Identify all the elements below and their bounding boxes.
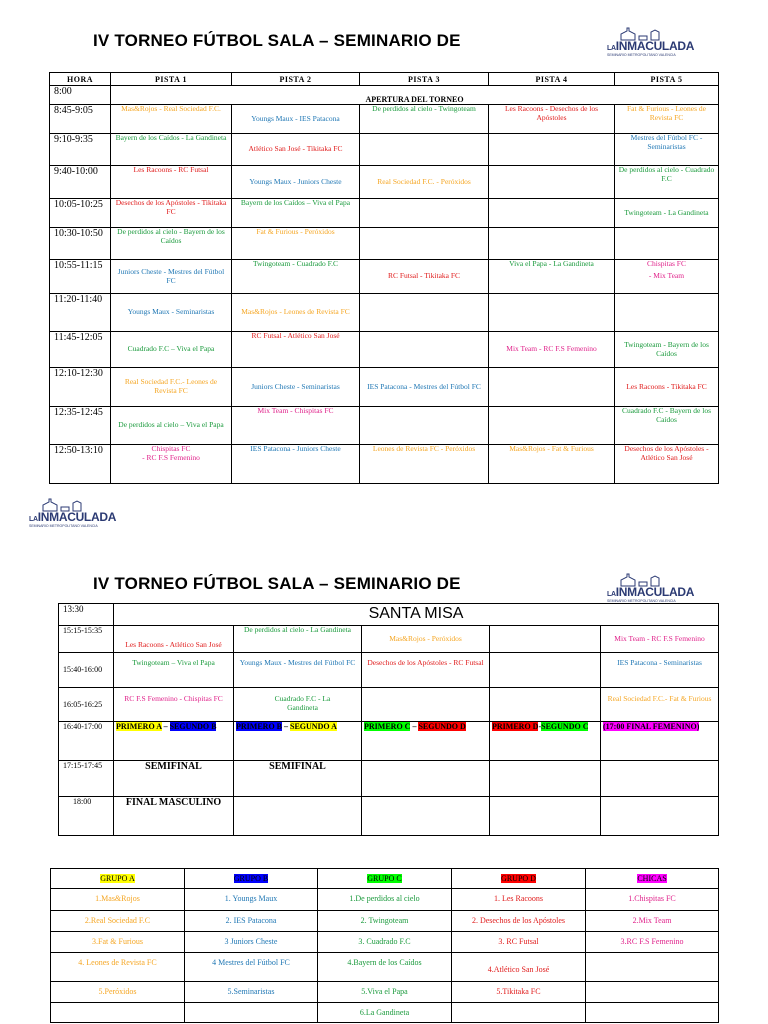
match-cell: Real Sociedad F.C.- Fat & Furious bbox=[601, 688, 719, 722]
time-cell: 10:30-10:50 bbox=[50, 228, 111, 260]
group-b-header: GRUPO B bbox=[185, 869, 318, 889]
time-cell: 9:40-10:00 bbox=[50, 166, 111, 199]
table-row bbox=[50, 332, 719, 368]
match-cell: Mas&Rojos - Peróxidos bbox=[362, 626, 490, 653]
group-team: 2. IES Patacona bbox=[185, 911, 318, 932]
match-cell: RC Futsal - Atlético San José bbox=[232, 332, 360, 368]
match-cell: Leones de Revista FC - Peróxidos bbox=[360, 445, 489, 484]
group-highlight: SEGUNDO B bbox=[169, 722, 217, 731]
match-cell: Bayern de los Caídos – Viva el Papa bbox=[232, 199, 360, 228]
group-team bbox=[586, 1003, 719, 1023]
morning-title: IV TORNEO FÚTBOL SALA – SEMINARIO DE bbox=[93, 31, 461, 50]
match-cell bbox=[111, 445, 232, 484]
groups-row bbox=[51, 889, 719, 911]
groups-row bbox=[51, 982, 719, 1003]
match-cell bbox=[362, 688, 490, 722]
table-row bbox=[50, 294, 719, 332]
table-row bbox=[59, 722, 719, 761]
match-cell: Twingoteam - Cuadrado F.C bbox=[232, 260, 360, 294]
match-cell: Juniors Cheste - Seminaristas bbox=[232, 368, 360, 407]
match-cell: De perdidos al cielo - Bayern de los Caídos bbox=[111, 228, 232, 260]
group-team: 1. Youngs Maux bbox=[185, 889, 318, 911]
table-row bbox=[50, 260, 719, 294]
header-pista-3: PISTA 3 bbox=[360, 73, 489, 86]
match-cell: Fat & Furious - Leones de Revista FC bbox=[615, 105, 719, 134]
group-c-header: GRUPO C bbox=[318, 869, 452, 889]
header-pista-5: PISTA 5 bbox=[615, 73, 719, 86]
time-cell: 11:20-11:40 bbox=[50, 294, 111, 332]
match-cell bbox=[362, 761, 490, 797]
table-row bbox=[50, 228, 719, 260]
header-hora: HORA bbox=[50, 73, 111, 86]
match-cell: Fat & Furious - Peróxidos bbox=[232, 228, 360, 260]
table-row bbox=[59, 761, 719, 797]
match-cell: PRIMERO B – SEGUNDO A bbox=[234, 722, 362, 761]
match-cell: Real Sociedad F.C. - Peróxidos bbox=[360, 166, 489, 199]
match-cell bbox=[489, 368, 615, 407]
match-cell: Atlético San José - Tikitaka FC bbox=[232, 134, 360, 166]
match-cell bbox=[490, 653, 601, 688]
match-cell bbox=[489, 199, 615, 228]
opening-time: 8:00 bbox=[50, 86, 111, 105]
group-team bbox=[185, 1003, 318, 1023]
match-cell: Youngs Maux - Juniors Cheste bbox=[232, 166, 360, 199]
match-cell bbox=[489, 228, 615, 260]
match-cell: Youngs Maux - IES Patacona bbox=[232, 105, 360, 134]
group-highlight: PRIMERO D bbox=[492, 722, 539, 731]
group-team: 1.Mas&Rojos bbox=[51, 889, 185, 911]
match-cell bbox=[360, 294, 489, 332]
table-row bbox=[50, 407, 719, 445]
group-team bbox=[586, 982, 719, 1003]
match-cell: Les Racoons - Atlético San José bbox=[114, 626, 234, 653]
table-row bbox=[59, 797, 719, 836]
group-team bbox=[452, 1003, 586, 1023]
logo-text: LAINMACULADA bbox=[607, 585, 695, 599]
match-cell: Mas&Rojos - Real Sociedad F.C. bbox=[111, 105, 232, 134]
logo bbox=[607, 26, 695, 58]
logo-subtitle: SEMINARIO METROPOLITANO VALENCIA bbox=[607, 53, 676, 57]
match-cell bbox=[601, 761, 719, 797]
match-line: Chispitas FC bbox=[647, 259, 686, 268]
group-team: 3.Fat & Furious bbox=[51, 932, 185, 953]
header-pista-2: PISTA 2 bbox=[232, 73, 360, 86]
group-team: 1. Les Racoons bbox=[452, 889, 586, 911]
match-cell: Twingoteam - La Gandineta bbox=[615, 199, 719, 228]
groups-header-row bbox=[51, 869, 719, 889]
match-line: - RC F.S Femenino bbox=[142, 452, 200, 462]
time-cell: 15:15-15:35 bbox=[59, 626, 114, 653]
afternoon-title: IV TORNEO FÚTBOL SALA – SEMINARIO DE bbox=[93, 574, 461, 593]
group-team bbox=[51, 1003, 185, 1023]
table-row bbox=[59, 653, 719, 688]
match-cell: Mix Team - RC F.S Femenino bbox=[601, 626, 719, 653]
chicas-header: CHICAS bbox=[586, 869, 719, 889]
group-a-header: GRUPO A bbox=[51, 869, 185, 889]
match-cell bbox=[360, 407, 489, 445]
match-line: Chispitas FC bbox=[151, 444, 191, 453]
groups-row bbox=[51, 1003, 719, 1023]
match-cell: Real Sociedad F.C.- Leones de Revista FC bbox=[111, 368, 232, 407]
time-cell: 16:05-16:25 bbox=[59, 688, 114, 722]
group-team: 3.RC F.S Femenino bbox=[586, 932, 719, 953]
time-cell: 10:05-10:25 bbox=[50, 199, 111, 228]
match-cell: Cuadrado F.C - La Gandineta bbox=[234, 688, 362, 722]
match-cell: De perdidos al cielo – Viva el Papa bbox=[111, 407, 232, 445]
group-highlight: SEGUNDO C bbox=[541, 722, 589, 731]
match-cell: IES Patacona - Juniors Cheste bbox=[232, 445, 360, 484]
match-cell bbox=[615, 294, 719, 332]
match-cell bbox=[489, 134, 615, 166]
table-row bbox=[50, 134, 719, 166]
time-cell: 17:15-17:45 bbox=[59, 761, 114, 797]
match-cell: Mix Team - RC F.S Femenino bbox=[489, 332, 615, 368]
group-team: 1.Chispitas FC bbox=[586, 889, 719, 911]
time-cell: 16:40-17:00 bbox=[59, 722, 114, 761]
table-row bbox=[50, 105, 719, 134]
match-cell: Les Racoons - RC Futsal bbox=[111, 166, 232, 199]
match-cell bbox=[489, 407, 615, 445]
match-cell: Desechos de los Apóstoles - Tikitaka FC bbox=[111, 199, 232, 228]
match-cell: Desechos de los Apóstoles - RC Futsal bbox=[362, 653, 490, 688]
match-cell: Bayern de los Caídos - La Gandineta bbox=[111, 134, 232, 166]
header-pista-4: PISTA 4 bbox=[489, 73, 615, 86]
match-cell: Mas&Rojos - Leones de Revista FC bbox=[232, 294, 360, 332]
match-cell: Youngs Maux - Seminaristas bbox=[111, 294, 232, 332]
match-cell bbox=[360, 134, 489, 166]
group-highlight: PRIMERO B bbox=[236, 722, 282, 731]
match-cell: Twingoteam – Viva el Papa bbox=[114, 653, 234, 688]
match-cell bbox=[490, 626, 601, 653]
match-line: - Mix Team bbox=[648, 270, 685, 280]
match-cell bbox=[490, 688, 601, 722]
groups-row bbox=[51, 932, 719, 953]
match-cell bbox=[489, 166, 615, 199]
match-cell bbox=[601, 797, 719, 836]
group-team: 4.Bayern de los Caídos bbox=[318, 953, 452, 982]
time-cell: 18:00 bbox=[59, 797, 114, 836]
match-cell: Cuadrado F.C - Bayern de los Caídos bbox=[615, 407, 719, 445]
group-highlight: PRIMERO C bbox=[364, 722, 411, 731]
match-cell bbox=[234, 797, 362, 836]
time-cell: 10:55-11:15 bbox=[50, 260, 111, 294]
afternoon-schedule-table bbox=[58, 603, 719, 836]
match-cell bbox=[615, 228, 719, 260]
match-cell: PRIMERO C – SEGUNDO D bbox=[362, 722, 490, 761]
time-cell: 9:10-9:35 bbox=[50, 134, 111, 166]
match-cell: Les Racoons - Desechos de los Apóstoles bbox=[489, 105, 615, 134]
logo bbox=[607, 572, 695, 604]
group-team: 5.Seminaristas bbox=[185, 982, 318, 1003]
group-highlight: SEGUNDO A bbox=[290, 722, 337, 731]
match-cell bbox=[362, 797, 490, 836]
mass-label: SANTA MISA bbox=[114, 604, 719, 626]
match-cell bbox=[490, 761, 601, 797]
table-row bbox=[50, 166, 719, 199]
logo-text: LAINMACULADA bbox=[607, 39, 695, 53]
groups-row bbox=[51, 911, 719, 932]
match-cell: De perdidos al cielo - La Gandineta bbox=[234, 626, 362, 653]
match-cell: SEMIFINAL bbox=[114, 761, 234, 797]
group-team: 3 Juniors Cheste bbox=[185, 932, 318, 953]
match-cell: De perdidos al cielo - Cuadrado F.C bbox=[615, 166, 719, 199]
group-team: 5.Tikitaka FC bbox=[452, 982, 586, 1003]
match-cell bbox=[601, 722, 719, 761]
mass-row bbox=[59, 604, 719, 626]
group-team: 3. Cuadrado F.C bbox=[318, 932, 452, 953]
time-cell: 12:50-13:10 bbox=[50, 445, 111, 484]
group-team bbox=[586, 953, 719, 982]
group-team: 5.Peróxidos bbox=[51, 982, 185, 1003]
match-cell bbox=[360, 199, 489, 228]
time-cell: 12:10-12:30 bbox=[50, 368, 111, 407]
group-team: 2.Mix Team bbox=[586, 911, 719, 932]
group-team: 2. Twingoteam bbox=[318, 911, 452, 932]
logo-text: LAINMACULADA bbox=[29, 510, 117, 524]
time-cell: 8:45-9:05 bbox=[50, 105, 111, 134]
groups-table bbox=[50, 868, 719, 1023]
header-row bbox=[50, 73, 719, 86]
match-cell bbox=[360, 228, 489, 260]
match-cell: Mestres del Fútbol FC - Seminaristas bbox=[615, 134, 719, 166]
group-team: 2.Real Sociedad F.C bbox=[51, 911, 185, 932]
time-cell: 12:35-12:45 bbox=[50, 407, 111, 445]
group-d-header: GRUPO D bbox=[452, 869, 586, 889]
match-cell: SEMIFINAL bbox=[234, 761, 362, 797]
match-cell: Viva el Papa - La Gandineta bbox=[489, 260, 615, 294]
match-cell: FINAL MASCULINO bbox=[114, 797, 234, 836]
group-team: 5.Viva el Papa bbox=[318, 982, 452, 1003]
groups-row bbox=[51, 953, 719, 982]
match-cell bbox=[360, 332, 489, 368]
group-team: 4. Leones de Revista FC bbox=[51, 953, 185, 982]
match-cell: Desechos de los Apóstoles - Atlético San José bbox=[615, 445, 719, 484]
match-cell: RC Futsal - Tikitaka FC bbox=[360, 260, 489, 294]
group-highlight: SEGUNDO D bbox=[418, 722, 466, 731]
logo bbox=[29, 497, 117, 529]
match-cell: PRIMERO D-SEGUNDO C bbox=[490, 722, 601, 761]
group-team: 1.De perdidos al cielo bbox=[318, 889, 452, 911]
header-pista-1: PISTA 1 bbox=[111, 73, 232, 86]
match-cell: PRIMERO A – SEGUNDO B bbox=[114, 722, 234, 761]
group-highlight: PRIMERO A bbox=[116, 722, 162, 731]
match-cell: IES Patacona - Seminaristas bbox=[601, 653, 719, 688]
logo-subtitle: SEMINARIO METROPOLITANO VALENCIA bbox=[607, 599, 676, 603]
match-cell: Juniors Cheste - Mestres del Fútbol FC bbox=[111, 260, 232, 294]
group-team: 6.La Gandineta bbox=[318, 1003, 452, 1023]
table-row bbox=[50, 199, 719, 228]
match-cell: De perdidos al cielo - Twingoteam bbox=[360, 105, 489, 134]
logo-subtitle: SEMINARIO METROPOLITANO VALENCIA bbox=[29, 524, 98, 528]
time-cell: 11:45-12:05 bbox=[50, 332, 111, 368]
group-highlight: (17:00 FINAL FEMENINO) bbox=[603, 722, 700, 731]
group-team: 3. RC Futsal bbox=[452, 932, 586, 953]
match-cell: IES Patacona - Mestres del Fútbol FC bbox=[360, 368, 489, 407]
match-cell bbox=[489, 294, 615, 332]
mass-time: 13:30 bbox=[59, 604, 114, 626]
match-cell: Mix Team - Chispitas FC bbox=[232, 407, 360, 445]
match-cell: RC F.S Femenino - Chispitas FC bbox=[114, 688, 234, 722]
match-cell: Twingoteam - Bayern de los Caídos bbox=[615, 332, 719, 368]
table-row bbox=[50, 368, 719, 407]
morning-schedule-table bbox=[49, 72, 719, 484]
table-row bbox=[59, 688, 719, 722]
opening-label: APERTURA DEL TORNEO bbox=[111, 86, 719, 105]
group-team: 4.Atlético San José bbox=[452, 953, 586, 982]
group-team: 2. Desechos de los Apóstoles bbox=[452, 911, 586, 932]
group-team: 4 Mestres del Fútbol FC bbox=[185, 953, 318, 982]
time-cell: 15:40-16:00 bbox=[59, 653, 114, 688]
match-cell: Youngs Maux - Mestres del Fútbol FC bbox=[234, 653, 362, 688]
match-cell bbox=[490, 797, 601, 836]
table-row bbox=[59, 626, 719, 653]
match-cell: Les Racoons - Tikitaka FC bbox=[615, 368, 719, 407]
table-row bbox=[50, 445, 719, 484]
match-cell: Cuadrado F.C – Viva el Papa bbox=[111, 332, 232, 368]
match-cell: Mas&Rojos - Fat & Furious bbox=[489, 445, 615, 484]
opening-row bbox=[50, 86, 719, 105]
match-cell bbox=[615, 260, 719, 294]
